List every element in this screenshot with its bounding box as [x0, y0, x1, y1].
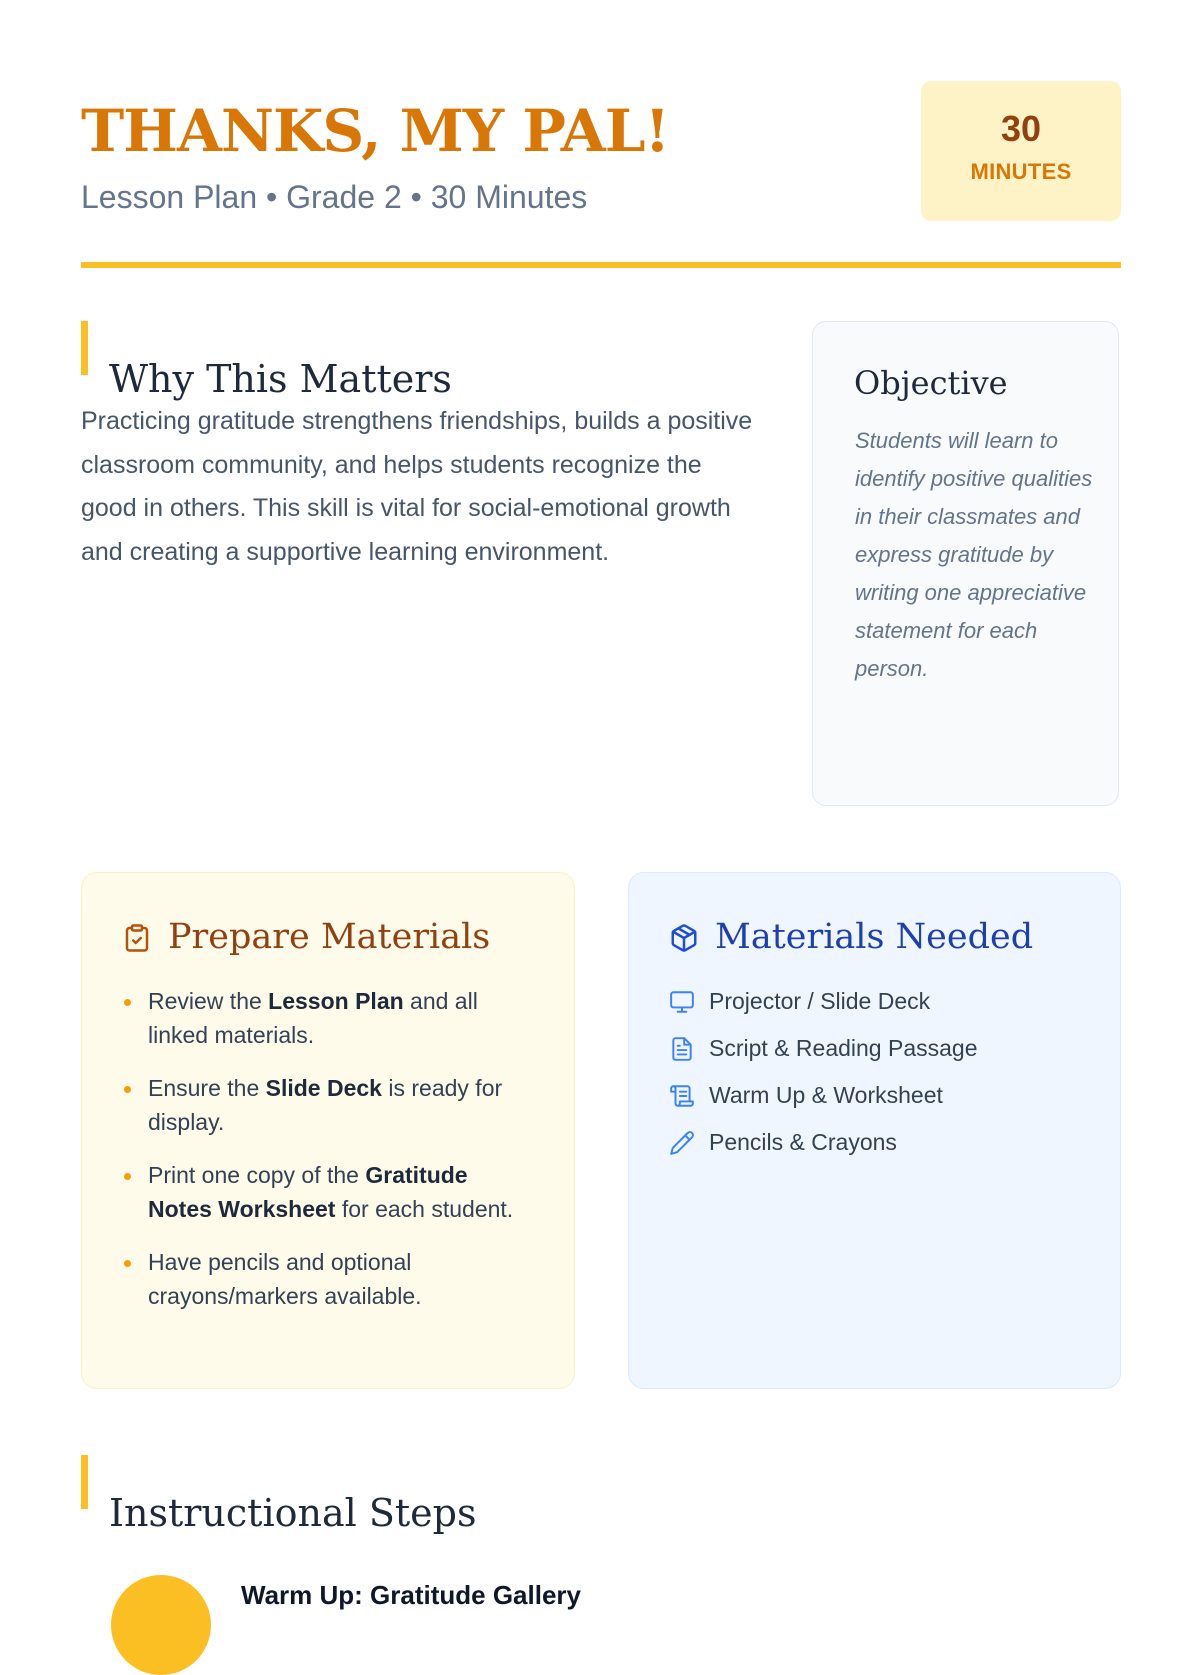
why-heading-text: Why This Matters [109, 356, 452, 401]
list-item [669, 1079, 1089, 1126]
duration-number: 30 [1000, 108, 1042, 149]
prepare-heading: Prepare Materials [168, 917, 491, 957]
list-item [669, 1126, 1089, 1173]
materials-heading: Materials Needed [715, 917, 1034, 957]
list-item: Ensure the Slide Deck is ready for display. [122, 1072, 532, 1139]
scroll-icon [669, 1083, 695, 1109]
page-title: THANKS, MY PAL! [81, 97, 670, 165]
why-body: Practicing gratitude strengthens friendships, builds a positive classroom community, and helps students recognize the good in others. This skill is vital for social-emotional growth and creating a supportive learning environment. [81, 407, 753, 566]
monitor-icon [669, 989, 695, 1015]
document-icon [669, 1036, 695, 1062]
material-label: Script & Reading Passage [709, 1035, 978, 1061]
materials-list [669, 985, 1089, 1173]
header [81, 78, 1121, 268]
duration-unit: MINUTES [970, 159, 1072, 184]
material-label: Projector / Slide Deck [709, 988, 931, 1014]
material-label: Warm Up & Worksheet [709, 1082, 943, 1108]
list-item: Have pencils and optional crayons/markers available. [122, 1246, 532, 1313]
clipboard-check-icon [122, 923, 152, 953]
list-item [669, 1032, 1089, 1079]
objective-heading: Objective [854, 364, 1008, 402]
steps-heading-text: Instructional Steps [109, 1490, 477, 1535]
step-number-circle [111, 1575, 211, 1675]
list-item: Print one copy of the Gratitude Notes Worksheet for each student. [122, 1159, 532, 1226]
list-item [669, 985, 1089, 1032]
prepare-list [122, 985, 532, 1333]
pencil-icon [669, 1130, 695, 1156]
package-icon [669, 923, 699, 953]
duration-badge [921, 81, 1121, 221]
step-title: Warm Up: Gratitude Gallery [241, 1580, 581, 1610]
section-accent-bar [81, 1455, 88, 1509]
header-divider [81, 262, 1121, 268]
list-item: Review the Lesson Plan and all linked materials. [122, 985, 532, 1052]
material-label: Pencils & Crayons [709, 1129, 897, 1155]
materials-needed-card [628, 872, 1121, 1389]
objective-text: Students will learn to identify positive qualities in their classmates and express gratitude by writing one appreciative statement for each person. [855, 428, 1093, 681]
page-subtitle: Lesson Plan • Grade 2 • 30 Minutes [81, 179, 588, 215]
prepare-materials-card [81, 872, 575, 1389]
section-accent-bar [81, 321, 88, 375]
objective-card [812, 321, 1119, 806]
